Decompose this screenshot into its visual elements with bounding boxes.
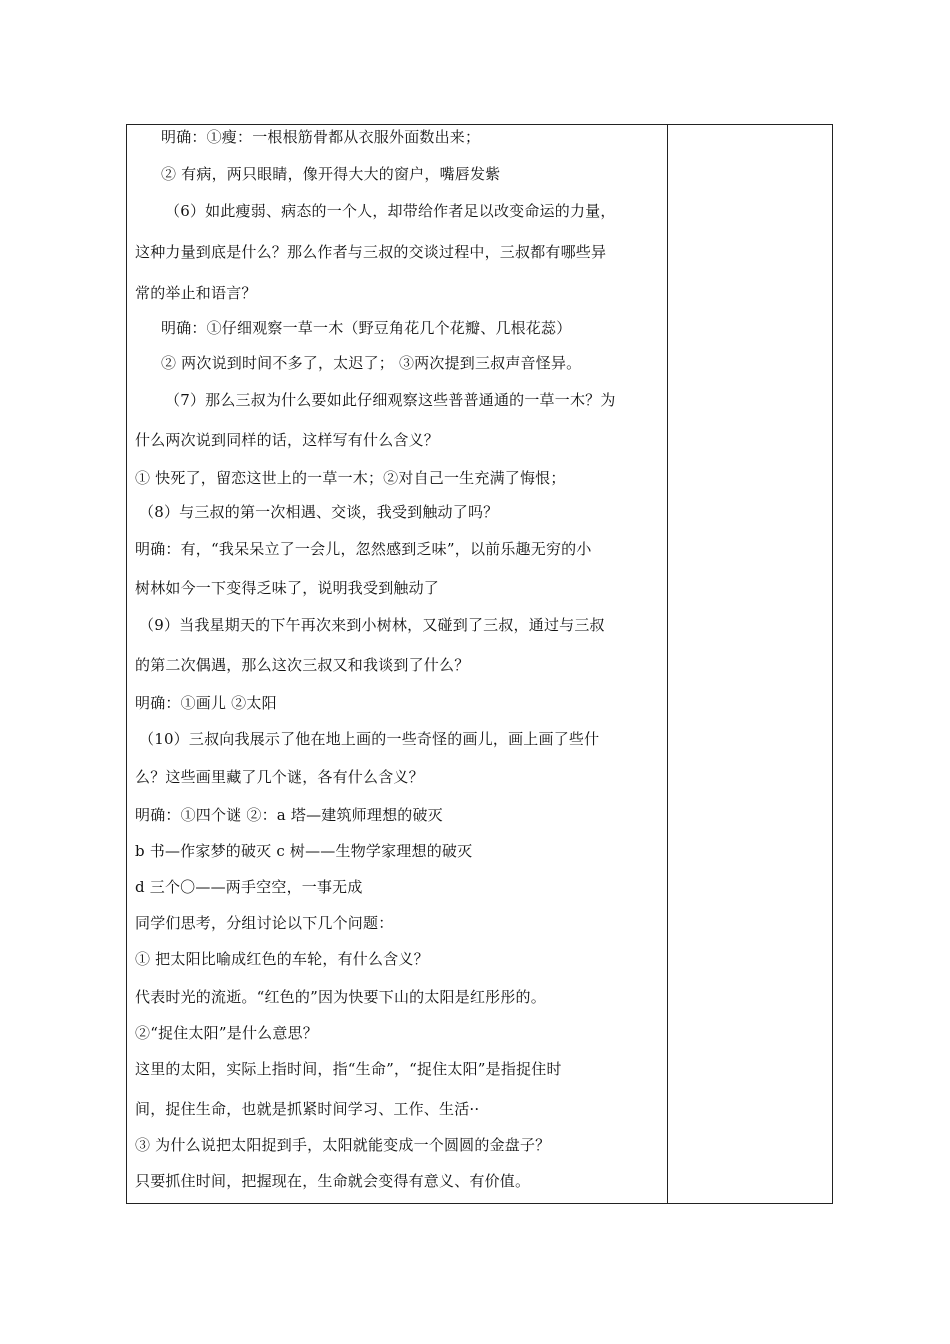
- text-line: 这里的太阳，实际上指时间，指“生命”，“捉住太阳”是指捉住时: [135, 1060, 562, 1078]
- text-line: （7）那么三叔为什么要如此仔细观察这些普普通通的一草一木？为: [165, 391, 616, 409]
- notes-cell: [668, 125, 832, 1203]
- text-line: ② 两次说到时间不多了，太迟了； ③两次提到三叔声音怪异。: [161, 354, 582, 372]
- text-line: b 书—作家梦的破灭 c 树——生物学家理想的破灭: [135, 842, 473, 860]
- text-line: （6）如此瘦弱、病态的一个人，却带给作者足以改变命运的力量，: [165, 202, 616, 220]
- text-line: 明确：①画儿 ②太阳: [135, 694, 277, 712]
- text-line: 间，捉住生命，也就是抓紧时间学习、工作、生活··: [135, 1100, 480, 1118]
- text-line: 同学们思考，分组讨论以下几个问题：: [135, 914, 394, 932]
- text-line: 树林如今一下变得乏味了，说明我受到触动了: [135, 579, 440, 597]
- text-line: 么？这些画里藏了几个谜，各有什么含义？: [135, 768, 424, 786]
- text-line: ③ 为什么说把太阳捉到手，太阳就能变成一个圆圆的金盘子？: [135, 1136, 551, 1154]
- text-line: 明确：①四个谜 ②：a 塔—建筑师理想的破灭: [135, 806, 443, 824]
- text-line: 只要抓住时间，把握现在，生命就会变得有意义、有价值。: [135, 1172, 531, 1190]
- lesson-table: [126, 124, 833, 1204]
- text-line: （8）与三叔的第一次相遇、交谈，我受到触动了吗？: [139, 503, 499, 521]
- text-line: 代表时光的流逝。“红色的”因为快要下山的太阳是红彤彤的。: [135, 988, 546, 1006]
- text-line: ① 快死了，留恋这世上的一草一木；②对自己一生充满了悔恨；: [135, 469, 566, 487]
- text-line: 明确：有，“我呆呆立了一会儿，忽然感到乏味”，以前乐趣无穷的小: [135, 540, 592, 558]
- text-line: d 三个〇——两手空空，一事无成: [135, 878, 363, 896]
- text-line: ② 有病，两只眼睛，像开得大大的窗户，嘴唇发紫: [161, 165, 501, 183]
- text-line: 常的举止和语言？: [135, 284, 257, 302]
- text-line: 明确：①仔细观察一草一木（野豆角花几个花瓣、几根花蕊）: [161, 319, 572, 337]
- text-line: 什么两次说到同样的话，这样写有什么含义？: [135, 431, 440, 449]
- text-line: 的第二次偶遇，那么这次三叔又和我谈到了什么？: [135, 656, 470, 674]
- text-line: ① 把太阳比喻成红色的车轮，有什么含义？: [135, 950, 429, 968]
- text-line: （10）三叔向我展示了他在地上画的一些奇怪的画儿，画上画了些什: [139, 730, 600, 748]
- content-cell: [135, 125, 663, 1203]
- text-line: 明确：①瘦：一根根筋骨都从衣服外面数出来；: [161, 128, 481, 146]
- text-line: ②“捉住太阳”是什么意思？: [135, 1024, 318, 1042]
- text-line: 这种力量到底是什么？那么作者与三叔的交谈过程中，三叔都有哪些异: [135, 243, 607, 261]
- text-line: （9）当我星期天的下午再次来到小树林，又碰到了三叔，通过与三叔: [139, 616, 605, 634]
